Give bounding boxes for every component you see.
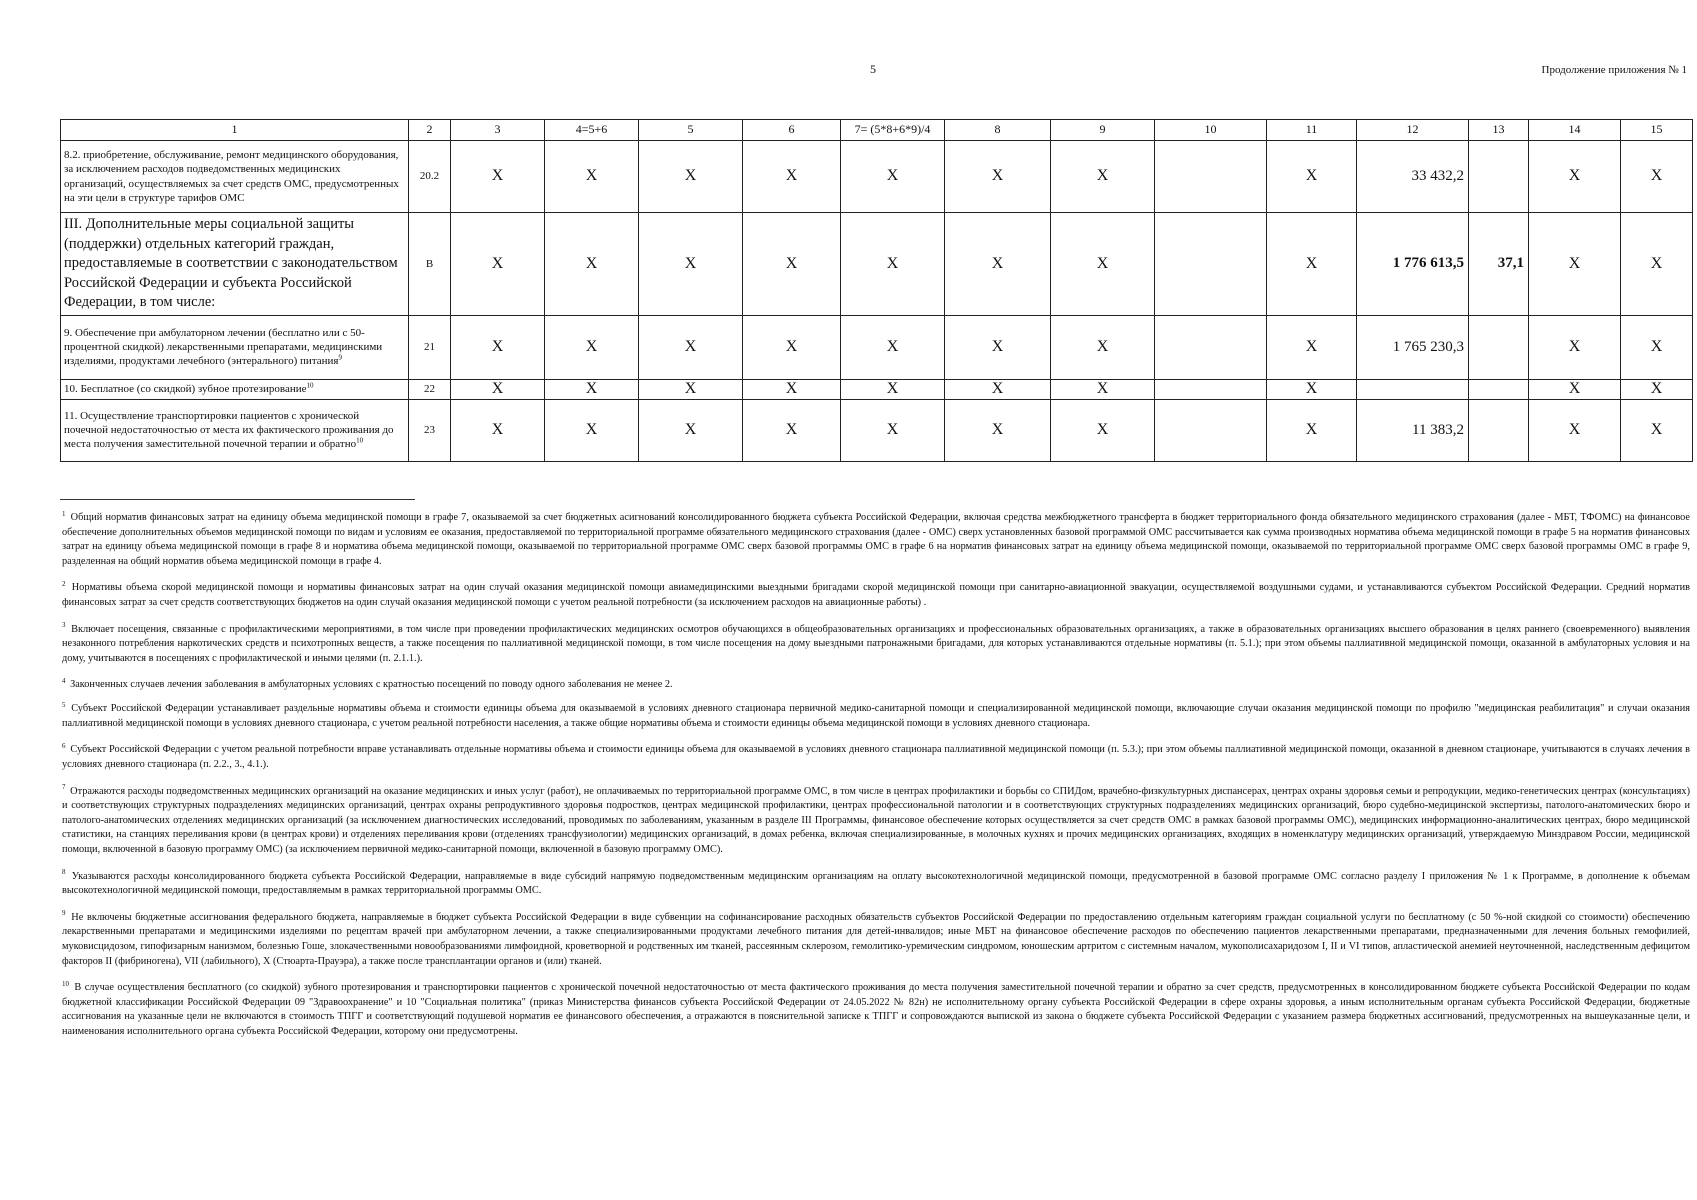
x-mark-cell: X [639, 141, 743, 213]
empty-cell [1155, 213, 1267, 316]
row-description: 9. Обеспечение при амбулаторном лечении (бесплатно или с 50-процентной скидкой) лекарственными препаратами, медицинскими изделиями, продуктами лечебного (энтерального) питания$^9$ [61, 315, 409, 379]
x-mark-cell: X [451, 399, 545, 461]
x-mark-cell: X [1051, 315, 1155, 379]
footnote-text: Субъект Российской Федерации устанавливает раздельные нормативы объема и стоимости единицы объема для оказываемой в условиях дневного стационара первичной медико-санитарной помощи и специализированной медицинской помощи, включающие случаи оказания медицинской помощи по профилю "медицинская реабилитация" и случаи оказания паллиативной медицинской помощи в условиях дневного стационара, с учетом реальной потребности населения, а также общие нормативы объема и стоимости единицы объема медицинской помощи в условиях дневного стационара. [62, 703, 1690, 729]
x-mark-cell: X [451, 315, 545, 379]
empty-cell [1155, 141, 1267, 213]
x-mark-cell: X [841, 141, 945, 213]
row-code: 22 [409, 379, 451, 399]
footnote-number: 6 [62, 741, 66, 750]
footnote-number: 10 [62, 979, 69, 988]
row-code: В [409, 213, 451, 316]
value-cell: 1 776 613,5 [1357, 213, 1469, 316]
x-mark-cell: X [1529, 315, 1621, 379]
header-cell: 1 [61, 120, 409, 141]
x-mark-cell: X [639, 399, 743, 461]
footnote-text: Не включены бюджетные ассигнования федерального бюджета, направляемые в бюджет субъекта Российской Федерации в виде субвенции на софинансирование расходных обязательств субъектов Российской Федерации по предоставлению отдельным категориям граждан социальной услуги по бесплатному (с 50 %-ной скидкой со стоимости) обеспечению лекарственными препаратами и медицинскими изделиями по рецептам врачей при амбулаторном лечении, а также специализированными продуктами лечебного питания для детей-инвалидов; иные МБТ на финансовое обеспечение расходов по обеспечению пациентов лекарственными препаратами, предназначенными для лечения больных гемофилией, муковисцидозом, гипофизарным нанизмом, болезнью Гоше, злокачественными новообразованиями лимфоидной, кроветворной и родственных им тканей, рассеянным склерозом, гемолитико-уремическим синдромом, юношеским артритом с системным началом, мукополисахаридозом I, II и VI типов, апластической анемией неуточненной, наследственным дефицитом факторов II (фибриногена), VII (лабильного), X (Стюарта-Прауэра), а также после трансплантации органов и (или) тканей. [62, 911, 1690, 967]
footnote-number: 3 [62, 621, 66, 630]
footnote-ref: 9 [338, 353, 342, 362]
value-cell [1469, 315, 1529, 379]
value-cell [1469, 379, 1529, 399]
x-mark-cell: X [1621, 399, 1693, 461]
x-mark-cell: X [841, 315, 945, 379]
x-mark-cell: X [743, 379, 841, 399]
x-mark-cell: X [1267, 379, 1357, 399]
value-cell: 33 432,2 [1357, 141, 1469, 213]
footnote [62, 743, 1690, 772]
footnote [62, 981, 1690, 1039]
header-cell: 15 [1621, 120, 1693, 141]
x-mark-cell: X [1051, 399, 1155, 461]
footnote [62, 623, 1690, 667]
footnote-text: Общий норматив финансовых затрат на единицу объема медицинской помощи в графе 7, оказываемой за счет бюджетных асигнований консолидированного бюджета субъекта Российской Федерации, включая средства межбюджетного трансферта в бюджет территориального фонда обязательного медицинского страхования (далее - МБТ, ТФОМС) на финансовое обеспечение дополнительных объемов медицинской помощи по видам и условиям ее оказания, предоставляемой по территориальной программе обязательного медицинского страхования (далее - ОМС) сверх установленных базовой программой ОМС рассчитывается как сумма производных норматива объема медицинской помощи в графе 5 на норматив финансовых затрат на единицу объема медицинской помощи в графе 8 и норматива объема медицинской помощи, оказываемой по территориальной программе ОМС сверх базовой программы ОМС в графе 6 на норматив финансовых затрат на единицу объема медицинской помощи, оказываемой по территориальной программе ОМС сверх базовой программы ОМС в графе 9, разделенная на общий норматив объема медицинской помощи в графе 4. [62, 512, 1690, 567]
row-description: III. Дополнительные меры социальной защиты (поддержки) отдельных категорий граждан, предоставляемые в соответствии с законодательством Российской Федерации и субъекта Российской Федерации, в том числе: [61, 213, 409, 316]
footnote-text: Включает посещения, связанные с профилактическими мероприятиями, в том числе при проведении профилактических медицинских осмотров обучающихся в общеобразовательных организациях и профессиональных образовательных организациях, а также в образовательных организациях высшего образования в целях раннего (своевременного) выявления незаконного потребления наркотических средств и психотропных веществ, а также посещения по паллиативной медицинской помощи, в том числе посещения на дому выездными патронажными бригадами, для которых устанавливаются отдельные нормативы (п. 5.1.); при этом объемы паллиативной медицинской помощи, оказанной в амбулаторных условия и на дому, учитываются в посещениях с профилактической и иными целями (п. 2.1.1.). [62, 623, 1690, 664]
empty-cell [1155, 379, 1267, 399]
row-code: 20.2 [409, 141, 451, 213]
header-cell: 3 [451, 120, 545, 141]
x-mark-cell: X [841, 399, 945, 461]
x-mark-cell: X [1621, 315, 1693, 379]
x-mark-cell: X [451, 379, 545, 399]
footnote-text: Нормативы объема скорой медицинской помощи и нормативы финансовых затрат на один случай оказания медицинской помощи авиамедицинскими выездными бригадами скорой медицинской помощи при санитарно-авиационной эвакуации, осуществляемой воздушными судами, и устанавливаются субъектом Российской Федерации. Средний норматив финансовых затрат за счет средств соответствующих бюджетов на один случай оказания медицинской помощи с учетом реальной потребности (за исключением расходов на авиационные работы) . [62, 582, 1690, 609]
x-mark-cell: X [1621, 379, 1693, 399]
x-mark-cell: X [743, 399, 841, 461]
value-cell [1469, 399, 1529, 461]
x-mark-cell: X [1267, 141, 1357, 213]
footnote-number: 7 [62, 783, 66, 792]
table-header-row [61, 120, 1693, 141]
footnote [62, 702, 1690, 731]
x-mark-cell: X [545, 379, 639, 399]
header-cell: 13 [1469, 120, 1529, 141]
header-cell: 14 [1529, 120, 1621, 141]
header-cell: 8 [945, 120, 1051, 141]
footnote-text: Указываются расходы консолидированного бюджета субъекта Российской Федерации, направляемые в виде субсидий напрямую подведомственным медицинским организациям на оплату высокотехнологичной медицинской помощи, предусмотренной в базовой программе ОМС согласно разделу I приложения № 1 к Программе, в дополнение к объемам высокотехнологичной медицинской помощи, предоставляемым в рамках территориальной программы ОМС. [62, 870, 1690, 897]
x-mark-cell: X [1529, 213, 1621, 316]
x-mark-cell: X [1267, 315, 1357, 379]
x-mark-cell: X [1051, 213, 1155, 316]
footnote [62, 581, 1690, 610]
footnote-number: 5 [62, 700, 66, 709]
x-mark-cell: X [1621, 213, 1693, 316]
x-mark-cell: X [1529, 399, 1621, 461]
footnote [62, 678, 1690, 693]
x-mark-cell: X [639, 213, 743, 316]
table-row [61, 141, 1693, 213]
header-cell: 9 [1051, 120, 1155, 141]
footnote-text: Отражаются расходы подведомственных медицинских организаций на оказание медицинских и иных услуг (работ), не оплачиваемых по территориальной программе ОМС, в том числе в центрах профилактики и борьбы со СПИДом, врачебно-физкультурных диспансерах, центрах охраны здоровья семьи и репродукции, медико-генетических центрах (консультациях) и соответствующих структурных подразделениях медицинских организаций, центрах охраны репродуктивного здоровья подростков, центрах медицинской профилактики, центрах профессиональной патологии и в соответствующих структурных подразделениях медицинских организаций, бюро судебно-медицинской экспертизы, патолого-анатомических бюро и патолого-анатомических отделениях медицинских организаций (за исключением диагностических исследований, проводимых по заболеваниям, указанным в разделе III Программы, финансовое обеспечение которых осуществляется за счет средств ОМС в рамках базовой программы ОМС), медицинских информационно-аналитических центрах, бюро медицинской статистики, на станциях переливания крови (в центрах крови) и отделениях переливания крови (отделениях трансфузиологии) медицинских организаций, в домах ребенка, включая специализированные, в молочных кухнях и прочих медицинских организациях, входящих в номенклатуру медицинских организаций, утверждаемую Минздравом России, медицинской помощи, включенной в базовую программу ОМС) (за исключением первичной медико-санитарной помощи, включенной в базовую программу ОМС). [62, 785, 1690, 855]
footnote-number: 2 [62, 580, 66, 589]
data-table [60, 119, 1693, 462]
x-mark-cell: X [545, 141, 639, 213]
header-cell: 2 [409, 120, 451, 141]
x-mark-cell: X [945, 213, 1051, 316]
footnote-ref: 10 [306, 381, 314, 390]
table-row [61, 213, 1693, 316]
value-cell: 1 765 230,3 [1357, 315, 1469, 379]
x-mark-cell: X [945, 379, 1051, 399]
table-row [61, 315, 1693, 379]
table-row [61, 379, 1693, 399]
x-mark-cell: X [743, 141, 841, 213]
footnote-number: 8 [62, 868, 66, 877]
footnote-ref: 10 [356, 436, 364, 445]
header-cell: 7= (5*8+6*9)/4 [841, 120, 945, 141]
x-mark-cell: X [1267, 399, 1357, 461]
x-mark-cell: X [1051, 141, 1155, 213]
header-cell: 10 [1155, 120, 1267, 141]
value-cell [1357, 379, 1469, 399]
x-mark-cell: X [1529, 141, 1621, 213]
x-mark-cell: X [545, 315, 639, 379]
x-mark-cell: X [545, 399, 639, 461]
x-mark-cell: X [945, 399, 1051, 461]
footnote-number: 1 [62, 509, 66, 518]
row-description: 10. Бесплатное (со скидкой) зубное протезирование$^{10}$ [61, 379, 409, 399]
row-code: 23 [409, 399, 451, 461]
x-mark-cell: X [841, 213, 945, 316]
footnote-separator [60, 499, 415, 500]
x-mark-cell: X [1051, 379, 1155, 399]
value-cell [1469, 141, 1529, 213]
x-mark-cell: X [639, 379, 743, 399]
header-cell: 5 [639, 120, 743, 141]
footnote-number: 9 [62, 909, 66, 918]
x-mark-cell: X [545, 213, 639, 316]
header-cell: 6 [743, 120, 841, 141]
continuation-label: Продолжение приложения № 1 [1541, 64, 1687, 76]
x-mark-cell: X [1529, 379, 1621, 399]
x-mark-cell: X [743, 315, 841, 379]
footnote-text: Субъект Российской Федерации с учетом реальной потребности вправе устанавливать отдельные нормативы объема и стоимости единицы объема для оказываемой в условиях дневного стационара паллиативной медицинской помощи (п. 5.3.); при этом объемы паллиативной медицинской помощи, оказанной в дневном стационаре, учитываются в случаях лечения в условиях дневного стационара (п. 2.2., 3., 4.1.). [62, 744, 1690, 770]
x-mark-cell: X [451, 141, 545, 213]
empty-cell [1155, 315, 1267, 379]
value-cell: 11 383,2 [1357, 399, 1469, 461]
header-cell: 11 [1267, 120, 1357, 141]
table-row [61, 399, 1693, 461]
x-mark-cell: X [639, 315, 743, 379]
row-description: 11. Осуществление транспортировки пациентов с хронической почечной недостаточностью от места их фактического проживания до места получения заместительной почечной терапии и обратно$^{10}$ [61, 399, 409, 461]
footnote-text: Законченных случаев лечения заболевания в амбулаторных условиях с кратностью посещений по поводу одного заболевания не менее 2. [67, 679, 673, 691]
value-cell: 37,1 [1469, 213, 1529, 316]
x-mark-cell: X [841, 379, 945, 399]
row-code: 21 [409, 315, 451, 379]
footnote [62, 785, 1690, 858]
x-mark-cell: X [743, 213, 841, 316]
footnote [62, 511, 1690, 569]
footnote-number: 4 [62, 677, 66, 686]
header-cell: 4=5+6 [545, 120, 639, 141]
empty-cell [1155, 399, 1267, 461]
x-mark-cell: X [945, 141, 1051, 213]
x-mark-cell: X [945, 315, 1051, 379]
footnote [62, 870, 1690, 899]
footnote [62, 911, 1690, 969]
row-description: 8.2. приобретение, обслуживание, ремонт медицинского оборудования, за исключением расходов подведомственных медицинских организаций, осуществляемых за счет средств ОМС, предусмотренных на эти цели в структуре тарифов ОМС [61, 141, 409, 213]
x-mark-cell: X [1621, 141, 1693, 213]
page-number: 5 [870, 62, 876, 76]
x-mark-cell: X [1267, 213, 1357, 316]
footnote-text: В случае осуществления бесплатного (со скидкой) зубного протезирования и транспортировки пациентов с хронической почечной недостаточностью от места фактического проживания до места получения заместительной почечной терапии и обратно за счет средств, предусмотренных в консолидированном бюджете субъекта Российской Федерации по кодам бюджетной классификации Российской Федерации 09 "Здравоохранение" и 10 "Социальная политика" (приказ Министерства финансов субъекта Российской Федерации от 24.05.2022 № 82н) не исполнительному органу субъекта Российской Федерации в сфере охраны здоровья, а иным исполнительным органам субъекта Российской Федерации, бюджетные ассигнования на указанные цели не включаются в стоимость ТПГГ и соответствующий подушевой норматив ее финансового обеспечения, а отражаются в пояснительной записке к ТПГГ и сопровождаются выпиской из закона о бюджете субъекта Российской Федерации с указанием размера бюджетных ассигнований, предусмотренных на вышеуказанные цели, и наименования исполнительного органа субъекта Российской Федерации, которому они предусмотрены. [62, 982, 1690, 1038]
x-mark-cell: X [451, 213, 545, 316]
header-cell: 12 [1357, 120, 1469, 141]
footnotes [62, 511, 1690, 1052]
